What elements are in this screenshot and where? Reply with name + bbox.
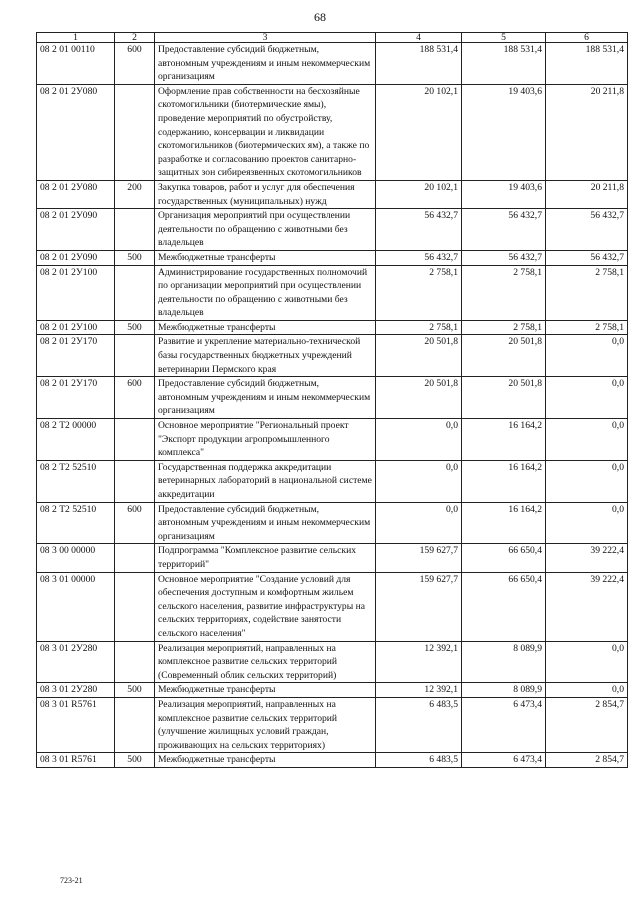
amount-col6-cell: 56 432,7	[546, 250, 628, 265]
table-row	[37, 544, 628, 572]
item-name-cell: Межбюджетные трансферты	[155, 683, 376, 698]
budget-code-cell: 08 2 01 2У170	[37, 377, 115, 419]
amount-col5-cell: 20 501,8	[462, 377, 546, 419]
amount-col6-cell: 2 758,1	[546, 320, 628, 335]
column-header: 3	[155, 33, 376, 43]
expense-type-cell: 500	[115, 753, 155, 768]
expense-type-cell	[115, 265, 155, 320]
amount-col5-cell: 66 650,4	[462, 544, 546, 572]
amount-col6-cell: 0,0	[546, 502, 628, 544]
item-name-cell: Государственная поддержка аккредитации ветеринарных лабораторий в национальной системе аккредитации	[155, 460, 376, 502]
amount-col5-cell: 56 432,7	[462, 250, 546, 265]
amount-col4-cell: 159 627,7	[376, 572, 462, 641]
table-row	[37, 180, 628, 208]
item-name-cell: Основное мероприятие "Создание условий для обеспечения доступным и комфортным жильем сельского населения, развитие инфраструктуры на сельских территориях, содействие занятости сельского населения"	[155, 572, 376, 641]
amount-col5-cell: 6 473,4	[462, 697, 546, 752]
amount-col5-cell: 8 089,9	[462, 641, 546, 683]
amount-col5-cell: 19 403,6	[462, 84, 546, 180]
expense-type-cell	[115, 641, 155, 683]
item-name-cell: Подпрограмма "Комплексное развитие сельских территорий"	[155, 544, 376, 572]
expense-type-cell: 500	[115, 320, 155, 335]
amount-col5-cell: 19 403,6	[462, 180, 546, 208]
column-header: 4	[376, 33, 462, 43]
amount-col6-cell: 56 432,7	[546, 209, 628, 251]
amount-col5-cell: 20 501,8	[462, 335, 546, 377]
item-name-cell: Реализация мероприятий, направленных на комплексное развитие сельских территорий (Современный облик сельских территорий)	[155, 641, 376, 683]
amount-col5-cell: 2 758,1	[462, 265, 546, 320]
budget-code-cell: 08 3 00 00000	[37, 544, 115, 572]
table-row	[37, 250, 628, 265]
column-header: 6	[546, 33, 628, 43]
expense-type-cell	[115, 209, 155, 251]
budget-code-cell: 08 2 Т2 52510	[37, 502, 115, 544]
amount-col4-cell: 12 392,1	[376, 683, 462, 698]
column-header: 5	[462, 33, 546, 43]
amount-col4-cell: 56 432,7	[376, 250, 462, 265]
table-row	[37, 572, 628, 641]
column-number-row	[37, 33, 628, 43]
expense-type-cell: 600	[115, 43, 155, 85]
table-row	[37, 753, 628, 768]
expense-type-cell	[115, 572, 155, 641]
amount-col6-cell: 0,0	[546, 641, 628, 683]
amount-col4-cell: 0,0	[376, 502, 462, 544]
budget-code-cell: 08 2 Т2 52510	[37, 460, 115, 502]
amount-col5-cell: 66 650,4	[462, 572, 546, 641]
amount-col6-cell: 20 211,8	[546, 180, 628, 208]
amount-col5-cell: 6 473,4	[462, 753, 546, 768]
budget-code-cell: 08 3 01 R5761	[37, 753, 115, 768]
table-row	[37, 209, 628, 251]
amount-col6-cell: 0,0	[546, 419, 628, 461]
table-row	[37, 84, 628, 180]
amount-col6-cell: 188 531,4	[546, 43, 628, 85]
expense-type-cell	[115, 84, 155, 180]
amount-col4-cell: 0,0	[376, 460, 462, 502]
budget-code-cell: 08 2 01 2У080	[37, 84, 115, 180]
amount-col6-cell: 39 222,4	[546, 572, 628, 641]
amount-col4-cell: 6 483,5	[376, 697, 462, 752]
amount-col4-cell: 2 758,1	[376, 265, 462, 320]
amount-col6-cell: 2 758,1	[546, 265, 628, 320]
item-name-cell: Организация мероприятий при осуществлении деятельности по обращению с животными без владельцев	[155, 209, 376, 251]
budget-code-cell: 08 2 01 00110	[37, 43, 115, 85]
column-header: 1	[37, 33, 115, 43]
amount-col6-cell: 0,0	[546, 377, 628, 419]
table-row	[37, 460, 628, 502]
expense-type-cell: 200	[115, 180, 155, 208]
amount-col6-cell: 0,0	[546, 460, 628, 502]
amount-col5-cell: 56 432,7	[462, 209, 546, 251]
item-name-cell: Межбюджетные трансферты	[155, 320, 376, 335]
amount-col6-cell: 39 222,4	[546, 544, 628, 572]
budget-code-cell: 08 2 01 2У090	[37, 250, 115, 265]
table-row	[37, 641, 628, 683]
expense-type-cell: 600	[115, 502, 155, 544]
amount-col5-cell: 2 758,1	[462, 320, 546, 335]
expense-type-cell: 500	[115, 683, 155, 698]
expense-type-cell	[115, 419, 155, 461]
item-name-cell: Закупка товаров, работ и услуг для обеспечения государственных (муниципальных) нужд	[155, 180, 376, 208]
expense-type-cell: 600	[115, 377, 155, 419]
expense-type-cell: 500	[115, 250, 155, 265]
budget-code-cell: 08 2 01 2У100	[37, 320, 115, 335]
amount-col5-cell: 16 164,2	[462, 419, 546, 461]
amount-col5-cell: 8 089,9	[462, 683, 546, 698]
item-name-cell: Оформление прав собственности на бесхозяйные скотомогильники (биотермические ямы), проведение мероприятий по обустройству, содержанию, консервации и ликвидации скотомогильников (биотермических ям), а также по разработке и согласованию проектов санитарно-защитных зон сибиреязвенных скотомогильников	[155, 84, 376, 180]
budget-table	[36, 32, 628, 768]
table-row	[37, 502, 628, 544]
budget-code-cell: 08 2 01 2У100	[37, 265, 115, 320]
budget-code-cell: 08 3 01 00000	[37, 572, 115, 641]
amount-col6-cell: 0,0	[546, 335, 628, 377]
amount-col6-cell: 0,0	[546, 683, 628, 698]
amount-col4-cell: 20 501,8	[376, 335, 462, 377]
table-row	[37, 265, 628, 320]
amount-col4-cell: 159 627,7	[376, 544, 462, 572]
amount-col4-cell: 0,0	[376, 419, 462, 461]
item-name-cell: Межбюджетные трансферты	[155, 250, 376, 265]
table-row	[37, 335, 628, 377]
amount-col5-cell: 188 531,4	[462, 43, 546, 85]
budget-code-cell: 08 3 01 2У280	[37, 683, 115, 698]
item-name-cell: Предоставление субсидий бюджетным, автономным учреждениям и иным некоммерческим организациям	[155, 377, 376, 419]
table-row	[37, 377, 628, 419]
table-row	[37, 419, 628, 461]
item-name-cell: Предоставление субсидий бюджетным, автономным учреждениям и иным некоммерческим организациям	[155, 43, 376, 85]
expense-type-cell	[115, 697, 155, 752]
item-name-cell: Предоставление субсидий бюджетным, автономным учреждениям и иным некоммерческим организациям	[155, 502, 376, 544]
table-row	[37, 697, 628, 752]
column-header: 2	[115, 33, 155, 43]
budget-code-cell: 08 2 01 2У080	[37, 180, 115, 208]
page-number: 68	[314, 10, 326, 24]
budget-code-cell: 08 2 01 2У090	[37, 209, 115, 251]
item-name-cell: Развитие и укрепление материально-технической базы государственных бюджетных учреждений ветеринарии Пермского края	[155, 335, 376, 377]
expense-type-cell	[115, 460, 155, 502]
amount-col4-cell: 6 483,5	[376, 753, 462, 768]
budget-code-cell: 08 2 01 2У170	[37, 335, 115, 377]
amount-col4-cell: 12 392,1	[376, 641, 462, 683]
amount-col4-cell: 20 501,8	[376, 377, 462, 419]
amount-col4-cell: 2 758,1	[376, 320, 462, 335]
budget-code-cell: 08 3 01 2У280	[37, 641, 115, 683]
item-name-cell: Администрирование государственных полномочий по организации мероприятий при осуществлении деятельности по обращению с животными без владельцев	[155, 265, 376, 320]
amount-col6-cell: 20 211,8	[546, 84, 628, 180]
amount-col5-cell: 16 164,2	[462, 460, 546, 502]
amount-col4-cell: 20 102,1	[376, 180, 462, 208]
expense-type-cell	[115, 335, 155, 377]
amount-col6-cell: 2 854,7	[546, 753, 628, 768]
amount-col4-cell: 188 531,4	[376, 43, 462, 85]
item-name-cell: Основное мероприятие "Региональный проект "Экспорт продукции агропромышленного комплекса"	[155, 419, 376, 461]
amount-col6-cell: 2 854,7	[546, 697, 628, 752]
table-row	[37, 43, 628, 85]
table-row	[37, 320, 628, 335]
budget-code-cell: 08 3 01 R5761	[37, 697, 115, 752]
amount-col4-cell: 20 102,1	[376, 84, 462, 180]
budget-code-cell: 08 2 Т2 00000	[37, 419, 115, 461]
amount-col4-cell: 56 432,7	[376, 209, 462, 251]
item-name-cell: Межбюджетные трансферты	[155, 753, 376, 768]
table-body	[37, 43, 628, 768]
item-name-cell: Реализация мероприятий, направленных на комплексное развитие сельских территорий (улучшение жилищных условий граждан, проживающих на сельских территориях)	[155, 697, 376, 752]
amount-col5-cell: 16 164,2	[462, 502, 546, 544]
footer-code: 723-21	[60, 876, 83, 885]
expense-type-cell	[115, 544, 155, 572]
table-row	[37, 683, 628, 698]
